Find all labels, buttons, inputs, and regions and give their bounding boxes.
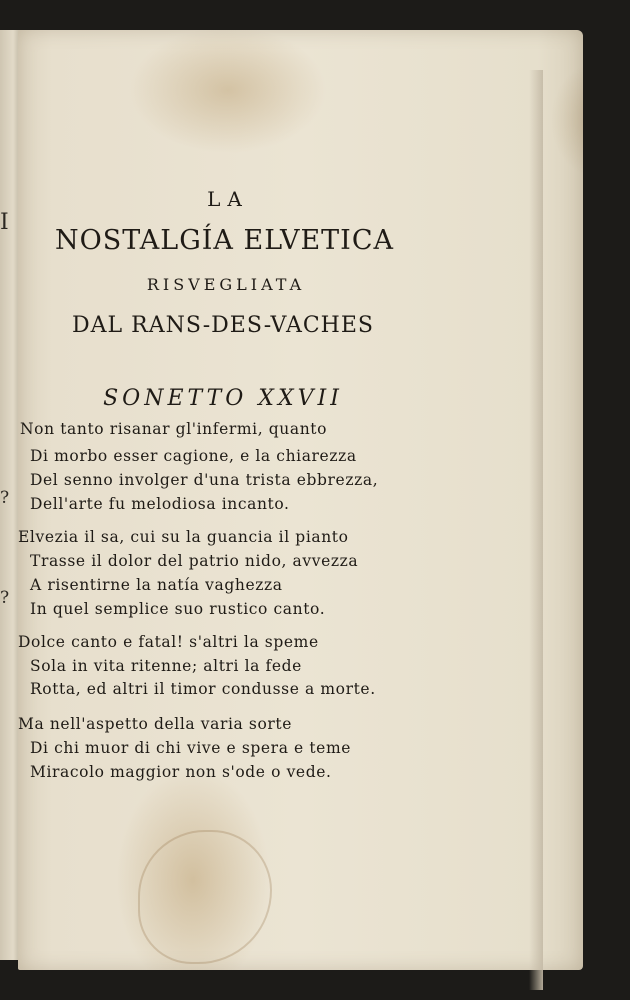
verse-line: A risentirne la natía vaghezza [30,576,283,594]
title-line-source: DAL RANS-DES-VACHES [72,313,374,338]
verse-line: Trasse il dolor del patrio nido, avvezza [30,552,359,570]
verse-line: Non tanto risanar gl'infermi, quanto [20,420,328,438]
book-page [18,30,583,970]
verse-line: In quel semplice suo rustico canto. [30,600,326,618]
verse-line: Rotta, ed altri il timor condusse a morte. [30,680,376,698]
verse-line: Del senno involger d'una trista ebbrezza, [30,471,379,489]
water-stain [138,830,272,964]
verse-line: Miracolo maggior non s'ode o vede. [30,763,332,781]
verse-line: Dell'arte fu melodiosa incanto. [30,495,290,513]
title-line-la: LA [207,187,249,211]
verse-line: Sola in vita ritenne; altri la fede [30,657,302,675]
title-line-main: NOSTALGÍA ELVETICA [54,225,394,256]
verse-line: Ma nell'aspetto della varia sorte [18,715,292,733]
verse-line: Di morbo esser cagione, e la chiarezza [30,447,357,465]
sonnet-heading: SONETTO XXVII [103,386,343,411]
facing-page-mark: ? [0,488,10,508]
facing-page-mark: ? [0,588,10,608]
verse-line: Di chi muor di chi vive e spera e teme [30,739,352,757]
verse-line: Elvezia il sa, cui su la guancia il pianto [18,528,349,546]
verse-line: Dolce canto e fatal! s'altri la speme [18,633,319,651]
facing-page-mark: I [0,210,9,235]
page-edge-shadow [529,70,543,990]
title-line-subtitle: RISVEGLIATA [146,275,306,294]
